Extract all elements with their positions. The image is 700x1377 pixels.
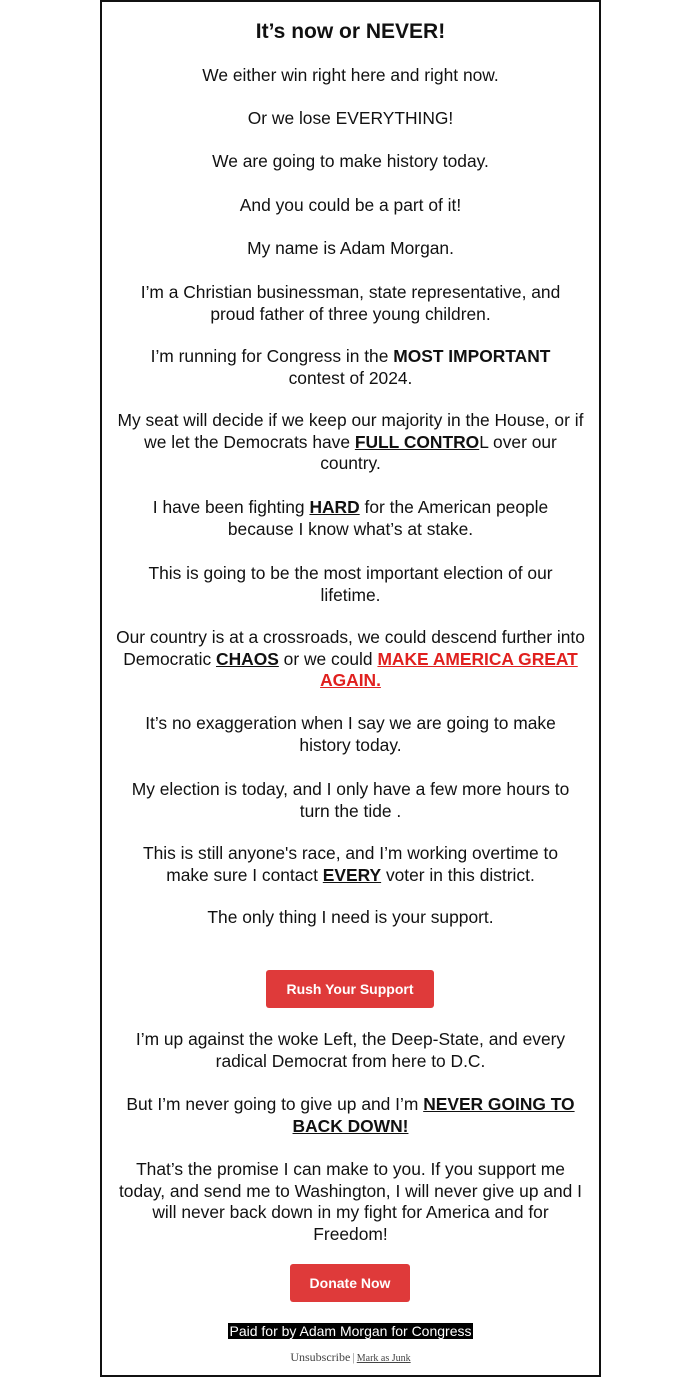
hard-emphasis: HARD [309,497,360,517]
headline: It’s now or NEVER! [255,20,446,43]
paragraph-8-text-c: L over our country. [320,431,557,474]
paragraph-14 [102,843,599,886]
paragraph-11 [102,627,599,692]
paragraph-7 [102,346,599,389]
paragraph-12: It’s no exaggeration when I say we are going to make history today. [145,713,556,755]
paragraph-18: That’s the promise I can make to you. If you support me today, and send me to Washington, I will never give up and I will never back down in my fight for America and for Freedom! [118,1159,583,1244]
paid-for-text: Paid for by Adam Morgan for Congress [229,1323,472,1339]
paragraph-14-text-c: voter in this district. [381,864,535,885]
paragraph-14-text-a: This is still anyone's race, and I’m working overtime to make sure I contact [142,843,559,885]
paragraph-9-text-c: for the American people because I know what’s at stake. [227,497,549,539]
paragraph-2: Or we lose EVERYTHING! [247,108,454,128]
paragraph-17-text-a: But I’m never going to give up and I’m [126,1094,424,1114]
paragraph-8 [102,410,599,475]
paid-for-disclaimer [102,1322,599,1341]
paragraph-1: We either win right here and right now. [202,65,499,85]
mark-as-junk-link[interactable]: Mark as Junk [356,1353,411,1364]
footer-separator: | [352,1350,355,1364]
email-frame [100,0,601,1377]
paragraph-4: And you could be a part of it! [239,195,462,215]
chaos-emphasis: CHAOS [216,648,279,669]
paragraph-3: We are going to make history today. [212,151,489,171]
paragraph-9-text-a: I have been fighting [152,497,310,517]
paragraph-7-text-a: I’m running for Congress in the [150,346,394,366]
paragraph-5: My name is Adam Morgan. [247,238,454,258]
paragraph-15: The only thing I need is your support. [207,907,494,927]
most-important-emphasis: MOST IMPORTANT [393,346,551,366]
rush-support-button[interactable]: Rush Your Support [266,970,434,1008]
full-control-emphasis: FULL CONTRO [354,431,480,452]
paragraph-10: This is going to be the most important election of our lifetime. [148,563,553,605]
paragraph-7-text-c: contest of 2024. [288,367,413,388]
donate-now-button[interactable]: Donate Now [290,1264,410,1302]
every-emphasis: EVERY [322,864,382,885]
paragraph-9 [102,497,599,540]
paragraph-13: My election is today, and I only have a few more hours to turn the tide . [131,779,570,821]
unsubscribe-link[interactable]: Unsubscribe [290,1350,351,1364]
never-back-down-emphasis: NEVER GOING TO BACK DOWN! [292,1094,575,1136]
paragraph-17 [102,1094,599,1137]
maga-link[interactable]: MAKE AMERICA GREAT AGAIN. [320,648,578,691]
paragraph-11-text-a: Our country is at a crossroads, we could descend further into Democratic [116,627,585,669]
paragraph-8-text-a: My seat will decide if we keep our majority in the House, or if we let the Democrats have [117,410,584,452]
paragraph-6: I’m a Christian businessman, state representative, and proud father of three young children. [140,282,561,324]
paragraph-16: I’m up against the woke Left, the Deep-State, and every radical Democrat from here to D.C. [135,1029,566,1071]
footer-links [102,1350,599,1365]
paragraph-11-text-c: or we could [278,648,378,669]
